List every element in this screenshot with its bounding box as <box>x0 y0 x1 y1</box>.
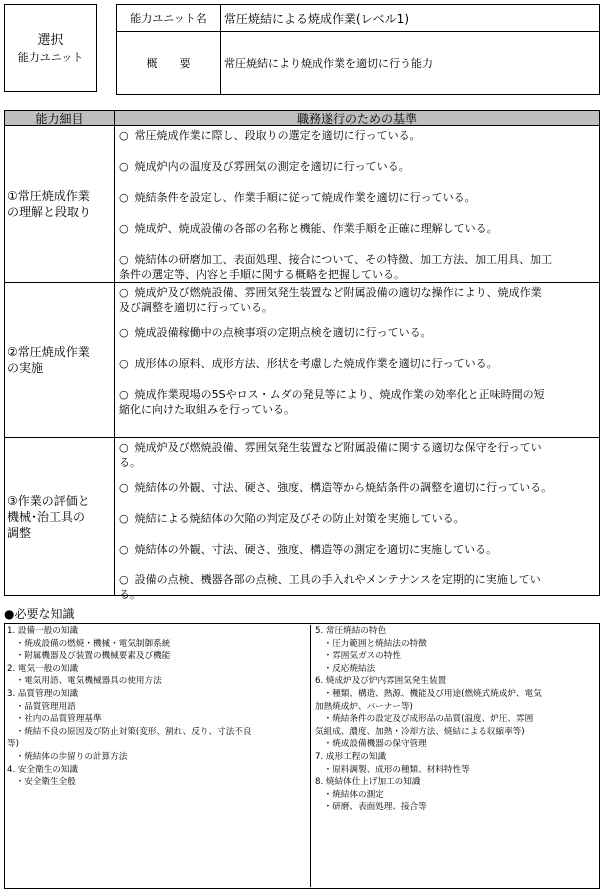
criteria-item <box>119 480 597 495</box>
row-title-line: の実施 <box>7 361 44 375</box>
row-title-line: ②常圧焼成作業 <box>7 345 90 359</box>
criteria-text: る。 <box>119 588 141 601</box>
criteria-text: 焼結による焼結体の欠陥の判定及びその防止対策を実施している。 <box>134 512 465 525</box>
criteria-text: 焼結体の外観、寸法、硬さ、強度、構造等の測定を適切に実施している。 <box>134 543 498 556</box>
knowledge-line: ・電気用語、電気機械器具の使用方法 <box>7 676 162 687</box>
knowledge-line: 4. 安全衛生の知識 <box>7 764 79 775</box>
circle-marker: ○ <box>119 253 129 266</box>
knowledge-line: ・社内の品質管理基準 <box>7 714 102 725</box>
circle-marker: ○ <box>119 357 129 370</box>
summary-label: 概 要 <box>117 32 221 94</box>
knowledge-line: ・焼結条件の設定及び成形品の品質(温度、炉圧、雰囲 <box>315 714 534 725</box>
knowledge-box <box>4 623 600 889</box>
criteria-text: 焼成炉及び燃焼設備、雰囲気発生装置など附属設備に関する適切な保守を行ってい <box>134 441 542 454</box>
knowledge-line: 2. 電気一般の知識 <box>7 663 79 674</box>
unit-name-value: 常圧焼結による焼成作業(レベル1) <box>221 5 599 32</box>
knowledge-line: ・雰囲気ガスの特性 <box>315 651 401 662</box>
row-title-3 <box>5 438 115 595</box>
circle-marker: ○ <box>119 286 129 299</box>
row-title-line: 調整 <box>7 525 32 540</box>
knowledge-line: 7. 成形工程の知識 <box>315 751 387 762</box>
row-title-line: 機械･治工具の <box>7 509 86 524</box>
knowledge-line: 等) <box>7 739 19 750</box>
col-header-item: 能力細目 <box>5 111 115 126</box>
criteria-item <box>119 387 597 417</box>
circle-marker: ○ <box>119 326 129 339</box>
knowledge-line: ・焼結体の歩留りの計算方法 <box>7 751 128 762</box>
criteria-text: 条件の選定等、内容と手順に関する概略を把握している。 <box>119 268 405 281</box>
col-header-criteria: 職務遂行のための基準 <box>115 111 599 126</box>
criteria-item <box>119 542 597 557</box>
criteria-item <box>119 440 597 470</box>
circle-marker: ○ <box>119 512 129 525</box>
row-criteria-1 <box>115 126 599 283</box>
criteria-text: 常圧焼成作業に際し、段取りの選定を適切に行っている。 <box>134 129 421 142</box>
criteria-text: 焼成炉内の温度及び雰囲気の測定を適切に行っている。 <box>134 160 410 173</box>
knowledge-line: 3. 品質管理の知識 <box>7 688 79 699</box>
criteria-item <box>119 159 597 174</box>
unit-header-table <box>116 4 600 95</box>
selected-sublabel: 能力ユニット <box>17 50 84 64</box>
criteria-table <box>4 110 600 601</box>
knowledge-line: 1. 設備一般の知識 <box>7 626 79 636</box>
criteria-text: 焼結条件を設定し、作業手順に従って焼成作業を適切に行っている。 <box>134 191 476 204</box>
criteria-text: 焼成設備稼働中の点検事項の定期点検を適切に行っている。 <box>134 326 432 339</box>
criteria-text: 焼成炉、焼成設備の各部の名称と機能、作業手順を正確に理解している。 <box>134 222 498 235</box>
row-title-line: ①常圧焼成作業 <box>7 189 90 203</box>
row-title-line: ③作業の評価と <box>7 493 90 508</box>
criteria-item <box>119 128 597 143</box>
circle-marker: ○ <box>119 388 129 401</box>
circle-marker: ○ <box>119 222 129 235</box>
knowledge-line: ・焼成設備機器の保守管理 <box>315 739 427 750</box>
criteria-text: る。 <box>119 456 141 469</box>
circle-marker: ○ <box>119 191 129 204</box>
criteria-item <box>119 356 597 371</box>
criteria-item <box>119 511 597 526</box>
knowledge-line: 加熱焼成炉、バーナー等) <box>315 701 413 712</box>
criteria-item <box>119 325 597 340</box>
criteria-item <box>119 572 597 602</box>
row-title-line: の理解と段取り <box>7 205 92 219</box>
criteria-item <box>119 252 597 282</box>
knowledge-line: 6. 焼成炉及び炉内雰囲気発生装置 <box>315 676 447 687</box>
criteria-text: 設備の点検、機器各部の点検、工具の手入れやメンテナンスを定期的に実施してい <box>134 573 541 586</box>
criteria-text: 焼結体の研磨加工、表面処理、接合について、その特徴、加工方法、加工用具、加工 <box>134 253 553 266</box>
summary-value: 常圧焼結により焼成作業を適切に行う能力 <box>224 56 433 70</box>
criteria-text: 及び調整を適切に行っている。 <box>119 301 273 314</box>
knowledge-line: 気組成、濃度、加熱・冷却方法、焼結による収縮率等) <box>315 726 525 737</box>
row-criteria-3 <box>115 438 599 601</box>
row-criteria-2 <box>115 283 599 438</box>
knowledge-line: ・研磨、表面処理、接合等 <box>315 802 427 813</box>
criteria-text: 焼結体の外観、寸法、硬さ、強度、構造等から焼結条件の調整を適切に行っている。 <box>134 481 553 494</box>
knowledge-line: ・安全衛生全般 <box>7 777 76 788</box>
knowledge-line: 8. 焼結体仕上げ加工の知識 <box>315 777 421 788</box>
knowledge-left-column <box>7 625 311 887</box>
row-title-1 <box>5 126 115 283</box>
circle-marker: ○ <box>119 160 129 173</box>
knowledge-heading: ●必要な知識 <box>4 607 75 621</box>
knowledge-line: ・原料調製、成形の種類、材料特性等 <box>315 764 470 775</box>
row-title-2 <box>5 283 115 438</box>
knowledge-line: ・焼結体の測定 <box>315 789 384 800</box>
knowledge-line: ・反応焼結法 <box>315 663 376 674</box>
circle-marker: ○ <box>119 573 129 586</box>
unit-name-label: 能力ユニット名 <box>117 5 221 32</box>
knowledge-right-column <box>315 625 599 887</box>
criteria-item <box>119 190 597 205</box>
knowledge-line: ・圧力範囲と焼結法の特徴 <box>315 638 427 649</box>
criteria-item <box>119 285 597 315</box>
criteria-text: 成形体の原料、成形方法、形状を考慮した焼成作業を適切に行っている。 <box>134 357 498 370</box>
criteria-text: 縮化に向けた取組みを行っている。 <box>119 403 295 416</box>
knowledge-line: ・焼結不良の原因及び防止対策(変形、割れ、反り、寸法不良 <box>7 726 252 737</box>
knowledge-line: 5. 常圧焼結の特色 <box>315 626 387 636</box>
circle-marker: ○ <box>119 129 129 142</box>
circle-marker: ○ <box>119 481 129 494</box>
knowledge-line: ・品質管理用語 <box>7 701 76 712</box>
criteria-text: 焼成炉及び燃焼設備、雰囲気発生装置など附属設備の適切な操作により、焼成作業 <box>134 286 542 299</box>
knowledge-line: ・附属機器及び装置の機械要素及び機能 <box>7 651 171 662</box>
selected-unit-box <box>4 4 97 92</box>
circle-marker: ○ <box>119 543 129 556</box>
selected-label: 選択 <box>37 32 64 48</box>
criteria-item <box>119 221 597 236</box>
knowledge-line: ・種類、構造、熱源、機能及び用途(燃焼式焼成炉、電気 <box>315 688 542 699</box>
knowledge-line: ・焼成設備の燃焼・機械・電気制御系統 <box>7 638 171 649</box>
circle-marker: ○ <box>119 441 129 454</box>
criteria-text: 焼成作業現場の5Sやロス・ムダの発見等により、焼成作業の効率化と正味時間の短 <box>134 388 545 401</box>
